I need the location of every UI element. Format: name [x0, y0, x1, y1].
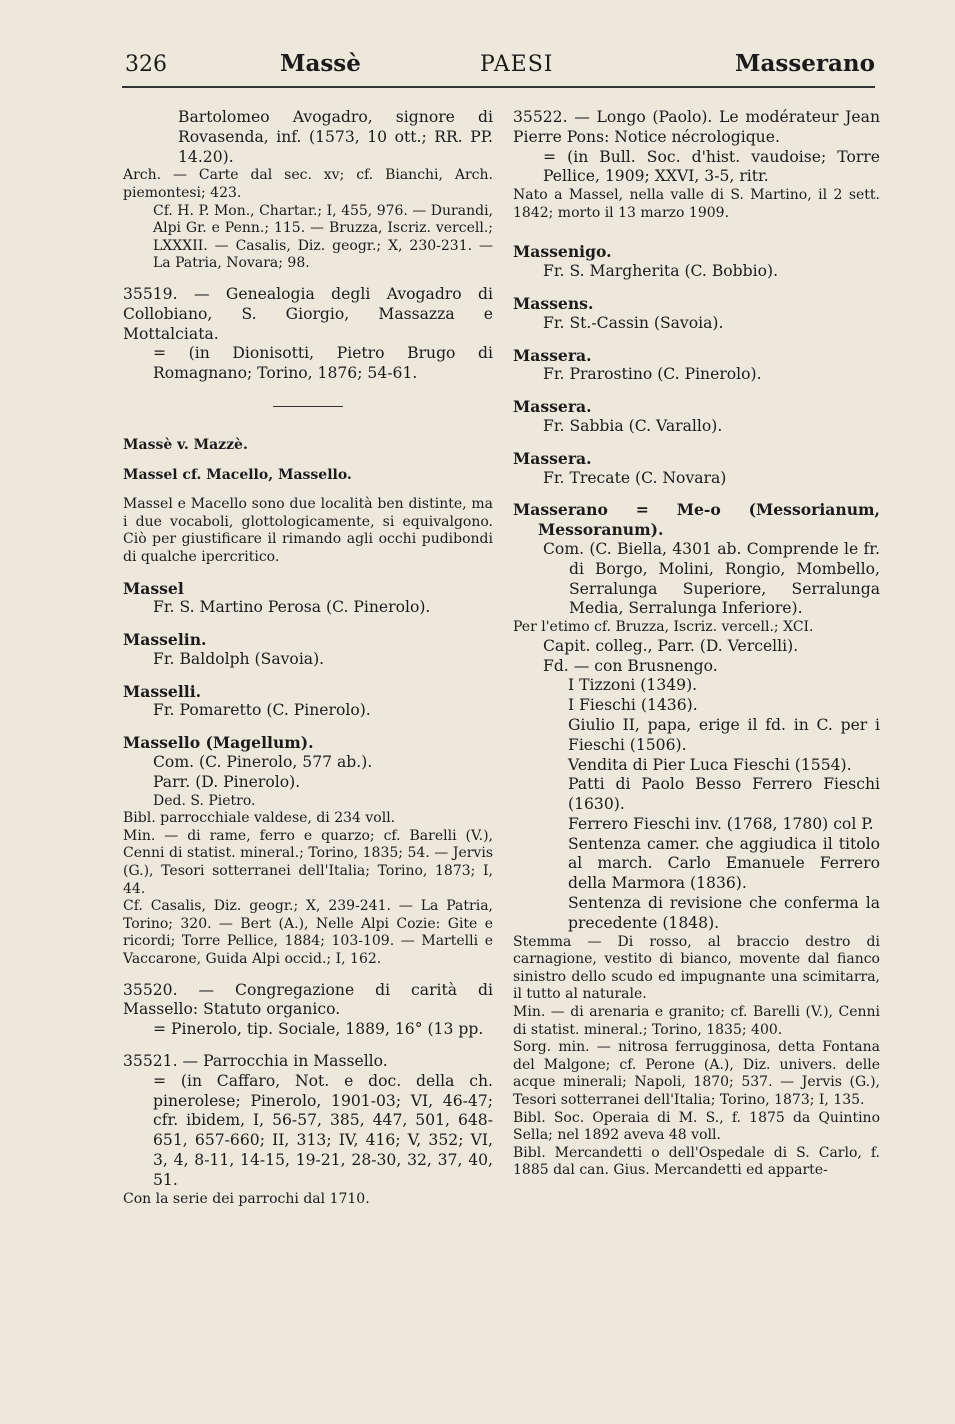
entry-citation: = (in Bull. Soc. d'hist. vaudoise; Torre Pellice, 1909; XXVI, 3-5, ritr.: [543, 147, 880, 186]
entry-detail: Ded. S. Pietro.: [153, 792, 256, 809]
entry-detail: Patti di Paolo Besso Ferrero Fieschi (1630).: [568, 775, 880, 814]
text-paragraph: Bibl. parrocchiale valdese, di 234 voll.: [123, 810, 396, 827]
section-separator: [273, 406, 343, 407]
text-paragraph: Min. — di arenaria e granito; cf. Barelli (V.), Cenni di statist. mineral.; Torino, 1835; 400.: [513, 1004, 880, 1038]
text-paragraph: Min. — di rame, ferro e quarzo; cf. Barelli (V.), Cenni di statist. mineral.; Torino, 1835; 54. — Jervis (G.), Tesori sotterranei dell'Italia; Torino, 1873; I, 44.: [123, 827, 493, 897]
text-paragraph: Arch. — Carte dal sec. xv; cf. Bianchi, Arch. piemontesi; 423.: [123, 167, 493, 201]
entry-heading: Massè v. Mazzè.: [123, 436, 248, 453]
text-paragraph: Massel e Macello sono due località ben distinte, ma i due vocaboli, glottologicamente, si equivalgono. Ciò per giustificare il rimando agli occhi pudibondi di qualche ipercritico.: [123, 496, 493, 565]
entry-heading: Masserano = Me-o (Messorianum, Messoranum).: [513, 500, 880, 540]
entry-heading: Massel cf. Macello, Massello.: [123, 466, 352, 483]
entry-detail: Sentenza camer. che aggiudica il titolo al march. Carlo Emanuele Ferrero della Marmora (1836).: [568, 834, 880, 893]
entry-heading: Masselin.: [123, 630, 207, 650]
entry-detail: Com. (C. Biella, 4301 ab. Comprende le fr. di Borgo, Molini, Rongio, Mombello, Serralunga Superiore, Serralunga Media, Serralunga Inferiore).: [543, 539, 880, 618]
entry-detail: Fr. St.-Cassin (Savoia).: [543, 313, 724, 332]
header-center-word: PAESI: [480, 52, 554, 77]
text-paragraph: Bibl. Soc. Operaia di M. S., f. 1875 da Quintino Sella; nel 1892 aveva 48 voll.: [513, 1109, 880, 1144]
entry-citation: = (in Dionisotti, Pietro Brugo di Romagnano; Torino, 1876; 54-61.: [153, 344, 493, 383]
entry-heading: Massens.: [513, 293, 594, 313]
text-paragraph: Stemma — Di rosso, al braccio destro di carnagione, vestito di bianco, movente dal fianco sinistro dello scudo ed impugnante una scimitarra, il tutto al naturale.: [513, 933, 880, 1003]
entry-record: 35519. — Genealogia degli Avogadro di Collobiano, S. Giorgio, Massazza e Mottalciata.: [123, 284, 493, 343]
text-paragraph: Bibl. Mercandetti o dell'Ospedale di S. Carlo, f. 1885 dal can. Gius. Mercandetti ed apparte-: [513, 1144, 880, 1179]
entry-heading: Massenigo.: [513, 242, 612, 262]
text-paragraph: Per l'etimo cf. Bruzza, Iscriz. vercell.; XCI.: [513, 619, 814, 636]
entry-detail: Fr. Trecate (C. Novara): [543, 468, 727, 487]
entry-heading: Massera.: [513, 448, 592, 468]
entry-detail: Fr. S. Margherita (C. Bobbio).: [543, 262, 779, 281]
entry-detail: Fr. Baldolph (Savoia).: [153, 649, 325, 668]
entry-detail: Parr. (D. Pinerolo).: [153, 772, 301, 791]
entry-detail: Giulio II, papa, erige il fd. in C. per i Fieschi (1506).: [568, 715, 880, 754]
text-paragraph: Cf. H. P. Mon., Chartar.; I, 455, 976. — Durandi, Alpi Gr. e Penn.; 115. — Bruzza, Iscriz. vercell.; LXXXII. — Casalis, Diz. geogr.; X, 230-231. — La Patria, Novara; 98.: [153, 202, 493, 272]
text-paragraph: Sorg. min. — nitrosa ferrugginosa, detta Fontana del Malgone; cf. Perone (A.), Diz. univers. delle acque minerali; Napoli, 1870; 537. — Jervis (G.), Tesori sotterranei dell'Italia; Torino, 1873; I, 135.: [513, 1039, 880, 1109]
entry-detail: Fr. Sabbia (C. Varallo).: [543, 416, 723, 435]
entry-record: 35521. — Parrocchia in Massello.: [123, 1052, 388, 1070]
entry-heading: Massera.: [513, 345, 592, 365]
entry-citation: = (in Caffaro, Not. e doc. della ch. pinerolese; Pinerolo, 1901-03; VI, 46-47; cfr. ibidem, I, 56-57, 385, 447, 501, 648-651, 657-660; II, 313; IV, 416; V, 352; VI, 3, 4, 8-11, 14-15, 19-21, 28-30, 32, 37, 40, 51.: [153, 1071, 493, 1189]
entry-detail: Fd. — con Brusnengo.: [543, 656, 718, 675]
page-number: 326: [125, 52, 167, 77]
text-paragraph: Nato a Massel, nella valle di S. Martino, il 2 sett. 1842; morto il 13 marzo 1909.: [513, 187, 880, 221]
entry-detail: I Fieschi (1436).: [568, 696, 698, 715]
header-left-word: Massè: [280, 50, 361, 77]
left-column: [123, 108, 493, 1208]
page-header: [120, 50, 875, 84]
entry-detail: Fr. Prarostino (C. Pinerolo).: [543, 365, 762, 384]
entry-heading: Massello (Magellum).: [123, 733, 314, 753]
header-rule: [122, 86, 875, 88]
entry-detail: Fr. Pomaretto (C. Pinerolo).: [153, 701, 371, 720]
text-paragraph: Cf. Casalis, Diz. geogr.; X, 239-241. — La Patria, Torino; 320. — Bert (A.), Nelle Alpi Cozie: Gite e ricordi; Torre Pellice, 1884; 103-109. — Martelli e Vaccarone, Guida Alpi occid.; I, 162.: [123, 898, 493, 968]
entry-detail: Sentenza di revisione che conferma la precedente (1848).: [568, 894, 880, 932]
entry-heading: Massera.: [513, 397, 592, 417]
entry-detail: Capit. colleg., Parr. (D. Vercelli).: [543, 636, 799, 655]
entry-heading: Massel: [123, 578, 184, 598]
text-paragraph: Bartolomeo Avogadro, signore di Rovasenda, inf. (1573, 10 ott.; RR. PP. 14.20).: [178, 108, 493, 166]
right-column: [513, 108, 880, 1180]
entry-citation: = Pinerolo, tip. Sociale, 1889, 16° (13 pp.: [153, 1020, 484, 1039]
text-paragraph: Con la serie dei parrochi dal 1710.: [123, 1190, 370, 1207]
entry-detail: Fr. S. Martino Perosa (C. Pinerolo).: [153, 598, 431, 617]
entry-detail: Com. (C. Pinerolo, 577 ab.).: [153, 753, 373, 772]
entry-record: 35522. — Longo (Paolo). Le modérateur Jean Pierre Pons: Notice nécrologique.: [513, 108, 880, 146]
entry-detail: Vendita di Pier Luca Fieschi (1554).: [568, 755, 852, 774]
entry-detail: I Tizzoni (1349).: [568, 676, 698, 695]
header-right-word: Masserano: [735, 50, 875, 77]
entry-record: 35520. — Congregazione di carità di Massello: Statuto organico.: [123, 980, 493, 1019]
entry-heading: Masselli.: [123, 681, 202, 701]
entry-detail: Ferrero Fieschi inv. (1768, 1780) col P.: [568, 814, 874, 833]
